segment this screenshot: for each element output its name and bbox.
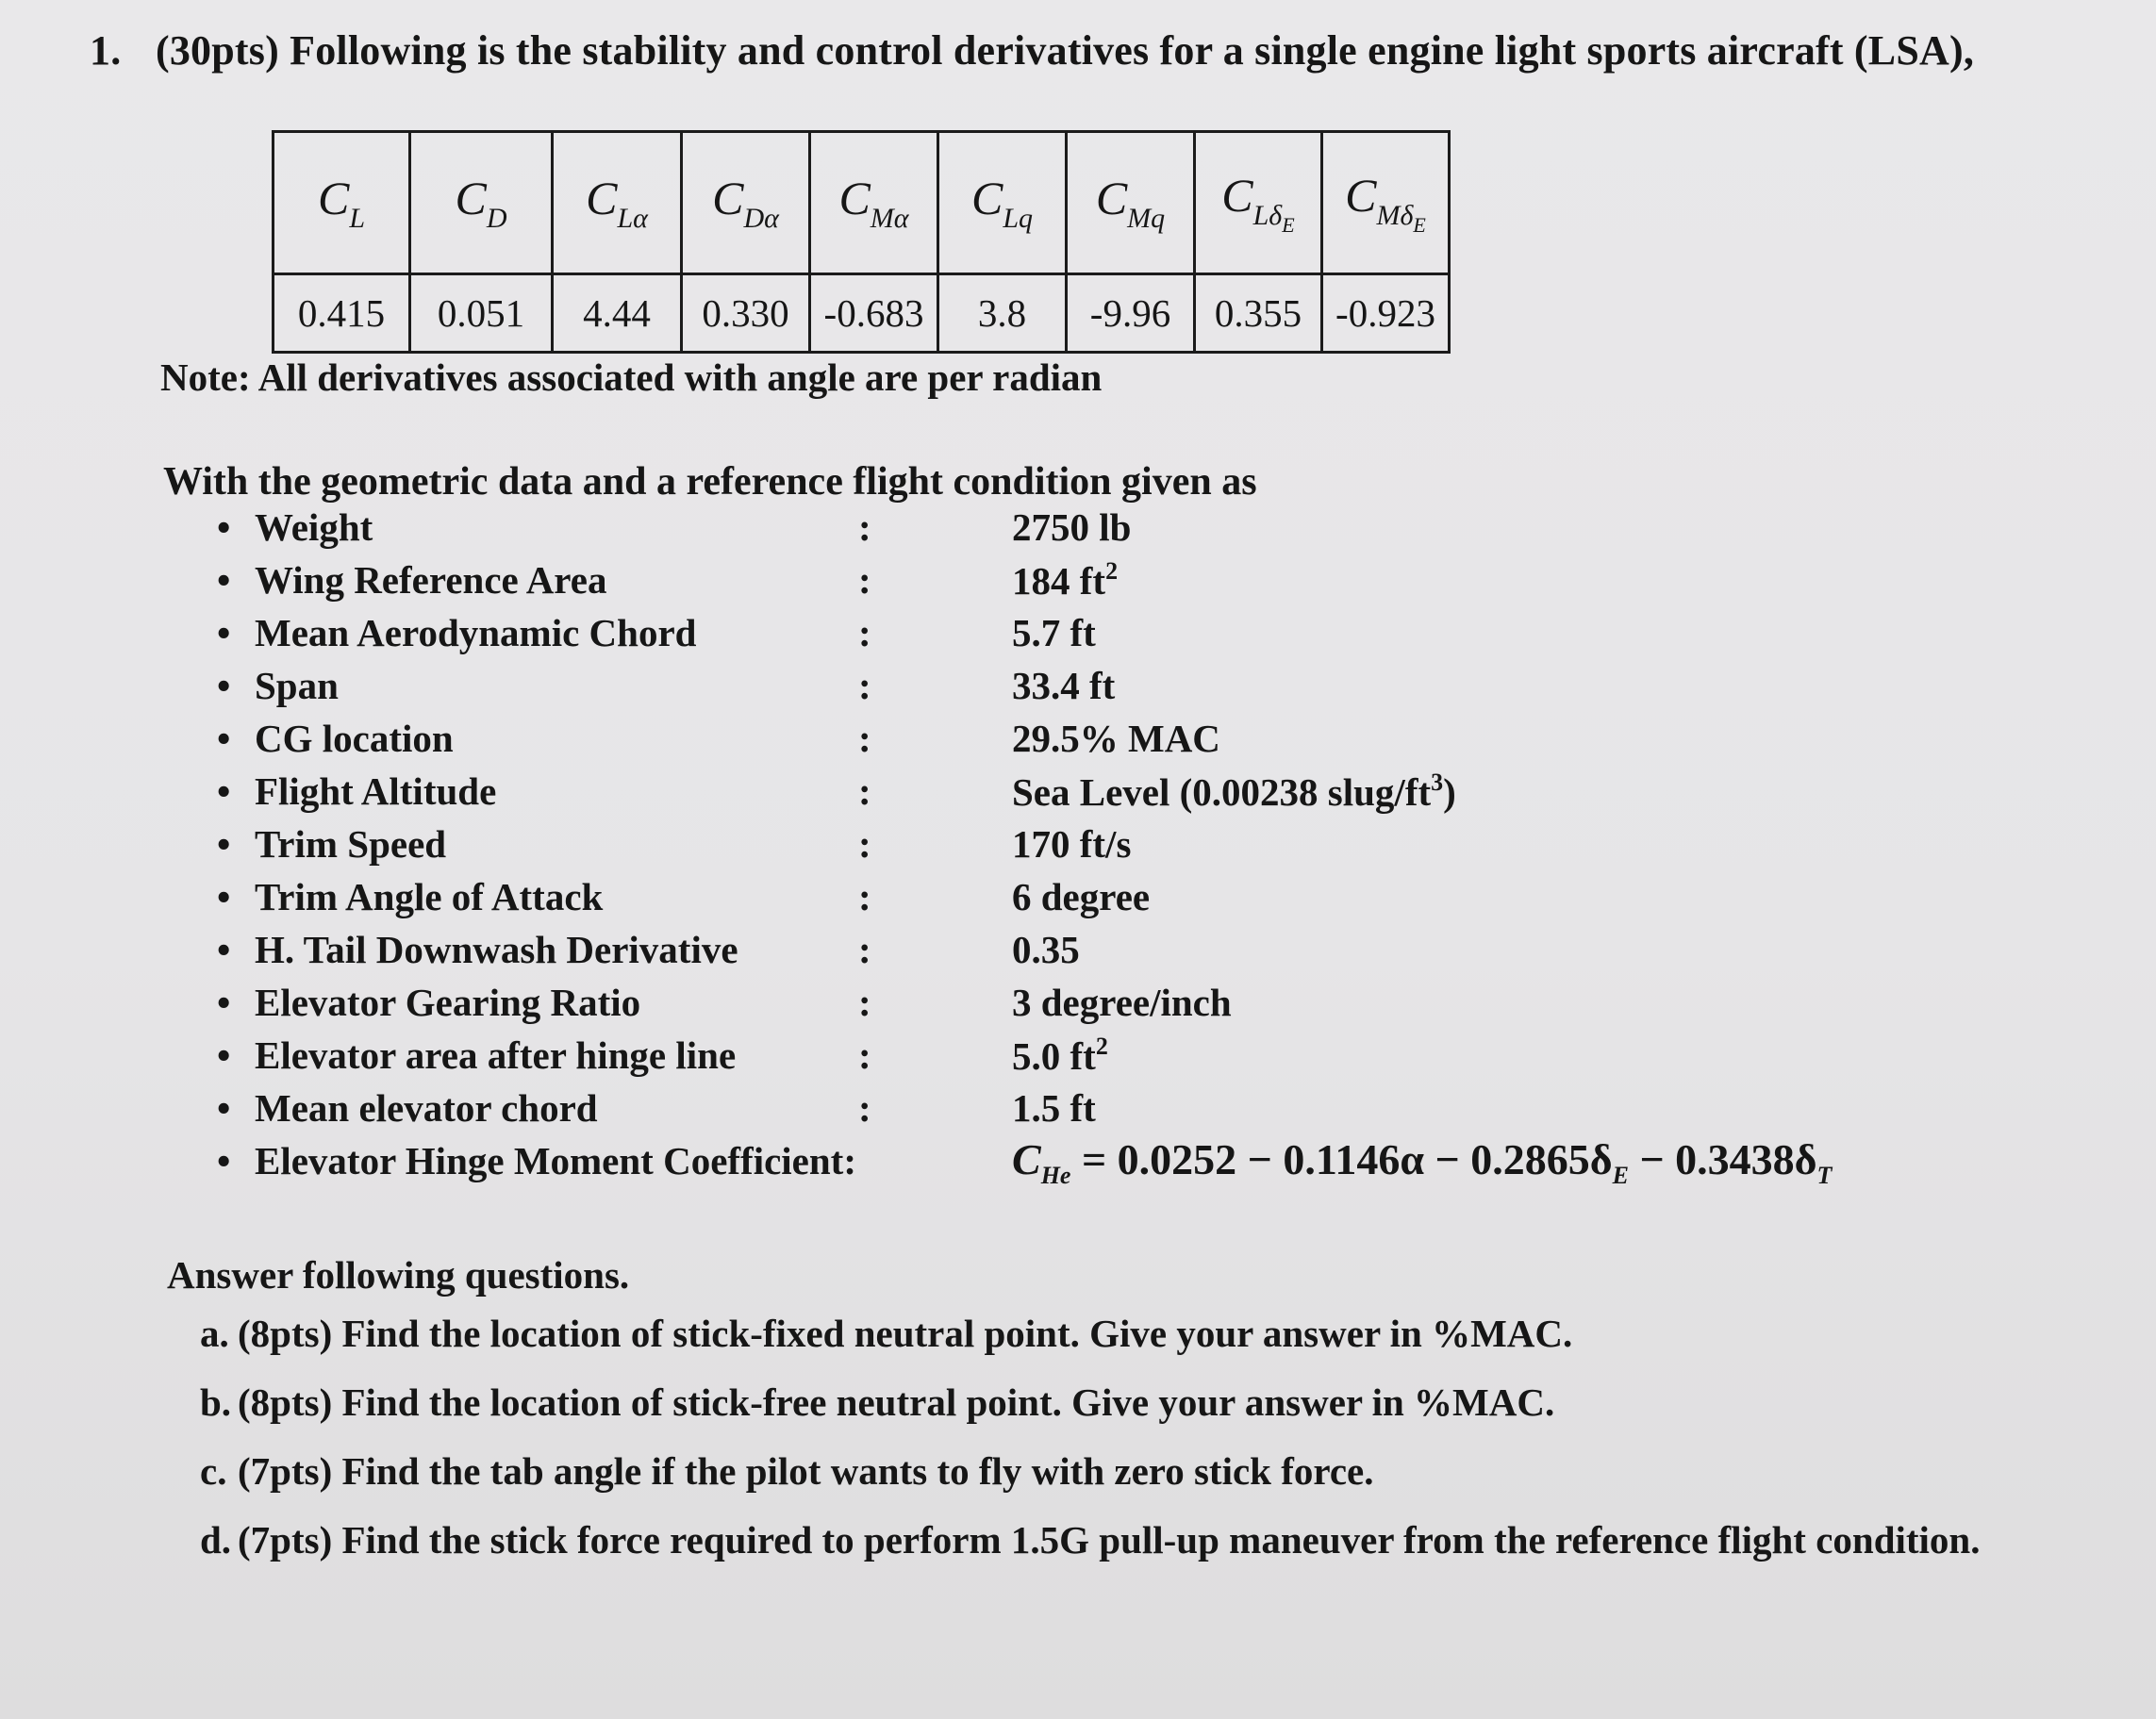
bullet-icon: • (217, 717, 231, 760)
question-list (200, 1311, 1980, 1586)
header-cm-alpha: $C_{M\alpha}$ (810, 132, 938, 274)
bullet-icon: • (217, 558, 231, 602)
table-note: Note: All derivatives associated with angle are per radian (160, 355, 1103, 399)
value-cl-q: 3.8 (938, 274, 1067, 353)
header-cm-delta-e: $C_{M\delta_E}$ (1322, 132, 1450, 274)
bullet-icon: • (217, 664, 231, 707)
question-a: a. (8pts) Find the location of stick-fixed neutral point. Give your answer in %MAC. (200, 1312, 1573, 1355)
value-cl-alpha: 4.44 (553, 274, 682, 353)
param-value: 170 ft/s (1012, 822, 1132, 866)
param-label: Trim Angle of Attack (255, 875, 604, 918)
header-cd-alpha: $C_{D\alpha}$ (682, 132, 810, 274)
hinge-equation: $C_{He} = 0.0252 - 0.1146\alpha - 0.2865\delta_E - 0.3438\delta_T$ (1012, 1135, 1833, 1189)
value-cm-delta-e: -0.923 (1322, 274, 1450, 353)
param-label: CG location (255, 717, 454, 760)
worksheet-page: 1. (30pts) Following is the stability and control derivatives for a single engine light sports aircraft (LSA), $C_L$ $C_D$ $C_{L\alpha}$ $C_{D\alpha}$ $C_{M\alpha}$ $C_{Lq}$ $C_{Mq}$ $C_{L\delta_E}$ $C_{M\delta_E}$ 0.415 0.051 4.44 0.330 -0.683 3.8 -9.96 0.355 -0.923 Note: All derivatives associated with angle are per radian With the geometric data and a reference flight condition given as • Weight : 2750 lb • Wing Reference Area : 184 $ft^2$ • Mean Aerodynamic Chord : 5.7 ft • Span : 33.4 ft • CG location : 29.5% MAC • Flight Altitude : Sea Level (0.00238 slug/$ft^3$) • Trim Speed : 170 ft/s • Trim Angle of Attack : 6 degree • H. Tail Downwash Derivative : 0.35 • Elevator Gearing Ratio : 3 degree/inch • Elevator area after hinge line : 5.0 $ft^2$ • Mean elevator chord : 1.5 ft • Elevator Hinge Moment Coefficient: $C_{He} = 0.0252 - 0.1146\alpha - 0.2865\delta_E - 0.3438\delta_T$ Answer following questions. a. (8pts) Find the location of stick-fixed neutral point. Give your answer in %MAC. b. (8pts) Find the location of stick-free neutral point. Give your answer in %MAC. c. (7pts) Find the tab angle if the pilot wants to fly with zero stick force. d. (7pts) Find the stick force required to perform 1.5G pull-up maneuver from the reference flight condition. (0, 0, 2156, 1719)
bullet-icon: • (217, 505, 231, 549)
intro-text: With the geometric data and a reference flight condition given as (163, 460, 1257, 504)
param-label: Elevator area after hinge line (255, 1033, 737, 1077)
question-text: (30pts) Following is the stability and control derivatives for a single engine light sports aircraft (LSA), (156, 27, 1975, 74)
param-label: Weight (255, 505, 373, 549)
param-label: Span (255, 664, 339, 707)
bullet-icon: • (217, 1086, 231, 1130)
param-label: Elevator Gearing Ratio (255, 981, 641, 1024)
table-value-row (274, 274, 1450, 353)
header-cl-q: $C_{Lq}$ (938, 132, 1067, 274)
value-cm-alpha: -0.683 (810, 274, 938, 353)
answer-heading: Answer following questions. (167, 1253, 630, 1297)
question-title (90, 26, 1974, 74)
param-label: Mean Aerodynamic Chord (255, 611, 697, 654)
bullet-icon: • (217, 981, 231, 1024)
header-cm-q: $C_{Mq}$ (1067, 132, 1195, 274)
param-label: Mean elevator chord (255, 1086, 598, 1130)
header-cl-delta-e: $C_{L\delta_E}$ (1195, 132, 1322, 274)
param-label: Trim Speed (255, 822, 447, 866)
value-cd-alpha: 0.330 (682, 274, 810, 353)
value-cl: 0.415 (274, 274, 410, 353)
bullet-icon: • (217, 769, 231, 813)
param-value: 3 degree/inch (1012, 981, 1232, 1024)
bullet-icon: • (217, 822, 231, 866)
param-value: 1.5 ft (1012, 1086, 1096, 1130)
derivatives-table (272, 130, 1451, 354)
header-cl-alpha: $C_{L\alpha}$ (553, 132, 682, 274)
value-cl-delta-e: 0.355 (1195, 274, 1322, 353)
param-value: 184 $ft^2$ (1012, 557, 1119, 603)
param-value: 29.5% MAC (1012, 717, 1220, 760)
param-value: 2750 lb (1012, 505, 1132, 549)
param-label: Elevator Hinge Moment Coefficient: (255, 1139, 856, 1182)
param-label: Flight Altitude (255, 769, 497, 813)
header-cd: $C_D$ (410, 132, 553, 274)
bullet-icon: • (217, 1033, 231, 1077)
param-value: Sea Level (0.00238 slug/$ft^3$) (1012, 769, 1456, 814)
param-value: 6 degree (1012, 875, 1151, 918)
bullet-icon: • (217, 1139, 231, 1182)
question-b: b. (8pts) Find the location of stick-free neutral point. Give your answer in %MAC. (200, 1380, 1555, 1424)
param-label: Wing Reference Area (255, 558, 607, 602)
param-label: H. Tail Downwash Derivative (255, 928, 738, 971)
bullet-icon: • (217, 611, 231, 654)
bullet-icon: • (217, 928, 231, 971)
param-value: 5.7 ft (1012, 611, 1096, 654)
question-c: c. (7pts) Find the tab angle if the pilot wants to fly with zero stick force. (200, 1449, 1374, 1493)
param-value: 33.4 ft (1012, 664, 1116, 707)
param-value: 5.0 $ft^2$ (1012, 1033, 1108, 1078)
bullet-icon: • (217, 875, 231, 918)
value-cm-q: -9.96 (1067, 274, 1195, 353)
table-header-row (274, 132, 1450, 274)
question-d: d. (7pts) Find the stick force required to perform 1.5G pull-up maneuver from the reference flight condition. (200, 1518, 1981, 1562)
param-value: 0.35 (1012, 928, 1080, 971)
header-cl: $C_L$ (274, 132, 410, 274)
value-cd: 0.051 (410, 274, 553, 353)
question-number: 1. (90, 27, 122, 74)
